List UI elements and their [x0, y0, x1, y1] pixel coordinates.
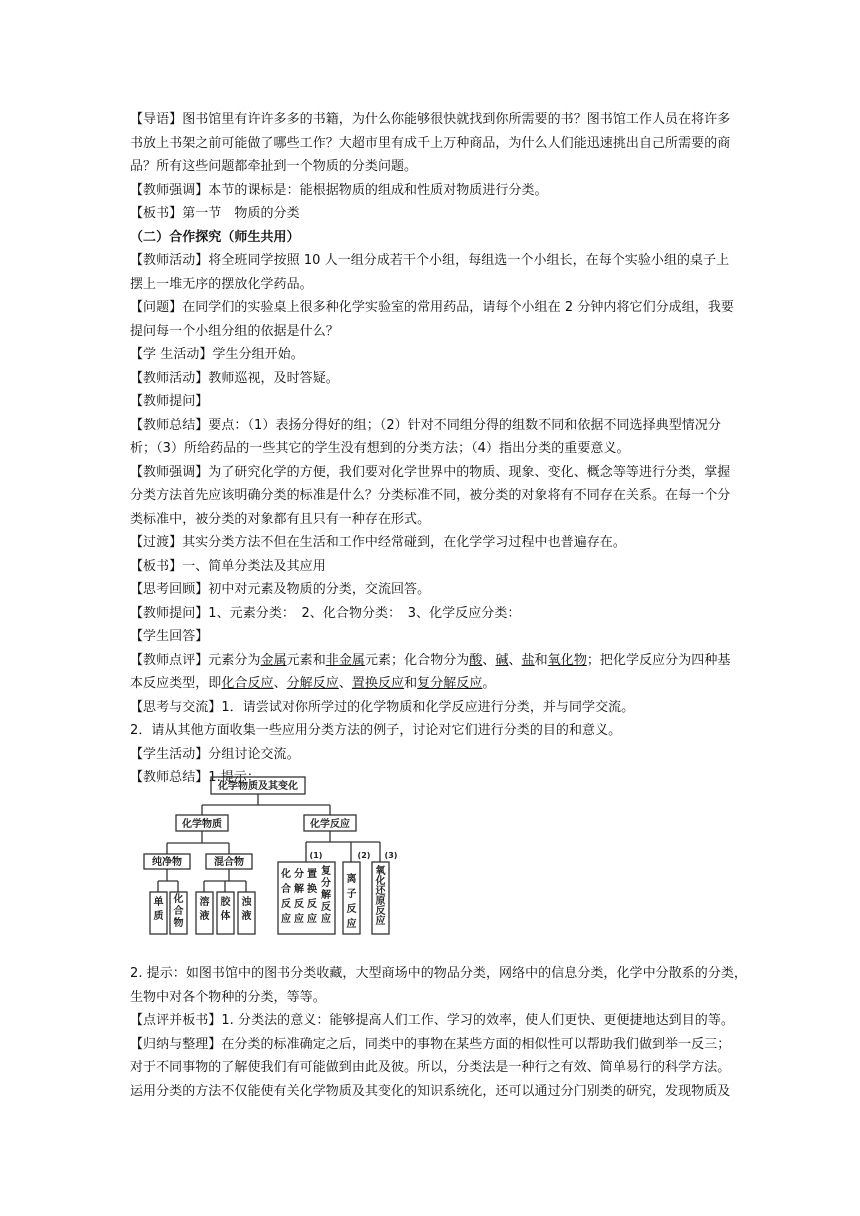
solution-label: 溶液 — [199, 897, 210, 922]
combination-label: 化合反应 — [281, 869, 291, 925]
term-double-decomposition-reaction: 复分解反应 — [417, 676, 483, 691]
think-and-exchange-1: 【思考与交流】1．请尝试对你所学过的化学物质和化学反应进行分类，并与同学交流。 — [130, 699, 635, 715]
summary-line-2: 对于不同事物的了解使我们有可能做到由此及彼。所以，分类法是一种行之有效、简单易行的科学方法。 — [130, 1060, 731, 1075]
decomposition-label: 分解反应 — [294, 869, 304, 925]
teacher-summary-hint: 【教师总结】1.提示： — [130, 770, 260, 785]
student-group-discussion: 【学生活动】分组讨论交流。 — [130, 746, 300, 762]
reaction-group-1-label: (1) — [309, 851, 323, 860]
intro-line-3: 品？所有这些问题都牵扯到一个物质的分类问题。 — [130, 159, 418, 174]
comment-text: 。 — [482, 676, 496, 691]
comment-text: 和 — [404, 676, 418, 691]
term-decomposition-reaction: 分解反应 — [286, 676, 339, 691]
blackboard-simple-classification: 【板书】一、简单分类法及其应用 — [130, 558, 326, 574]
teacher-summary-line-2: 析；（3）所给药品的一些其它的学生没有想到的分类方法；（4）指出分类的重要意义。 — [130, 441, 630, 456]
comment-text: 、 — [482, 652, 496, 668]
ionic-label: 离子反应 — [346, 874, 357, 930]
teacher-comment-line-1 — [130, 649, 740, 673]
colloid-label: 胶体 — [220, 897, 231, 922]
comment-and-board: 【点评并板书】1. 分类法的意义：能够提高人们工作、学习的效率，使人们更快、更便捷地达到目的等。 — [130, 1013, 734, 1028]
comment-text: 【教师点评】元素分为 — [130, 652, 261, 668]
comment-text: 、 — [508, 652, 522, 668]
root-label: 化学物质及其变化 — [218, 781, 298, 792]
compound-label: 化合物 — [173, 894, 184, 929]
transition: 【过渡】其实分类方法不但在生活和工作中经常碰到，在化学学习过程中也普遍存在。 — [130, 535, 626, 550]
comment-text: 本反应类型，即 — [130, 676, 222, 691]
displacement-label: 置换反应 — [307, 869, 317, 925]
elemental-label: 单质 — [153, 897, 164, 922]
student-activity: 【学 生活动】学生分组开始。 — [130, 347, 304, 362]
cooperative-inquiry-heading: （二）合作探究（师生共用） — [130, 229, 300, 245]
lesson-text-continued — [130, 962, 747, 1103]
pure-label: 纯净物 — [152, 857, 182, 868]
term-metal: 金属 — [260, 652, 287, 668]
think-and-exchange-2: 2．请从其他方面收集一些应用分类方法的例子，讨论对它们进行分类的目的和意义。 — [130, 723, 622, 738]
teacher-emphasis-standard: 【教师强调】本节的课标是：能根据物质的组成和性质对物质进行分类。 — [130, 182, 548, 198]
comment-text: 、 — [273, 676, 287, 691]
classification-diagram — [138, 774, 400, 942]
summary-line-1: 【归纳与整理】在分类的标准确定之后，同类中的事物在某些方面的相似性可以帮助我们做到举一反三； — [130, 1036, 731, 1052]
term-base: 碱 — [495, 652, 509, 668]
comment-text: 、 — [338, 676, 352, 691]
reaction-label: 化学反应 — [310, 819, 350, 830]
teacher-activity-patrol: 【教师活动】教师巡视，及时答疑。 — [130, 370, 339, 386]
hint-2-line-1: 2. 提示：如图书馆中的图书分类收藏，大型商场中的物品分类，网络中的信息分类，化学中分散系的分类， — [130, 966, 747, 981]
teacher-question-categories: 【教师提问】1、元素分类： 2、化合物分类： 3、化学反应分类： — [130, 605, 521, 621]
intro-line-1: 【导语】图书馆里有许许多多的书籍，为什么你能够很快就找到你所需要的书？图书馆工作人员在将许多 — [130, 112, 731, 127]
teacher-comment-line-2 — [130, 672, 740, 696]
term-displacement-reaction: 置换反应 — [351, 676, 405, 691]
classification-tree-svg — [138, 774, 400, 942]
comment-text: 元素和 — [286, 652, 326, 668]
teacher-activity-line-1: 【教师活动】将全班同学按照 10 人一组分成若干个小组，每组选一个小组长，在每个实验小组的桌子上 — [130, 253, 730, 268]
teacher-emphasis-line-1: 【教师强调】为了研究化学的方便，我们要对化学世界中的物质、现象、变化、概念等等进行分类，掌握 — [130, 464, 731, 480]
hint-2-line-2: 生物中对各个物种的分类，等等。 — [130, 989, 326, 1005]
term-salt: 盐 — [521, 652, 535, 668]
question-line-1: 【问题】在同学们的实验桌上很多种化学实验室的常用药品，请每个小组在 2 分钟内将它们分成组，我要 — [130, 300, 734, 315]
teacher-question: 【教师提问】 — [130, 394, 209, 409]
comment-text: 元素；化合物分为 — [364, 652, 470, 668]
summary-line-3: 运用分类的方法不仅能使有关化学物质及其变化的知识系统化，还可以通过分门别类的研究，发现物质及 — [130, 1083, 731, 1099]
blackboard-section-title: 【板书】第一节 物质的分类 — [130, 206, 300, 221]
term-nonmetal: 非金属 — [325, 652, 365, 668]
suspension-label: 浊液 — [241, 897, 252, 922]
term-combination-reaction: 化合反应 — [221, 676, 274, 691]
term-acid: 酸 — [469, 652, 483, 668]
intro-line-2: 书放上书架之前可能做了哪些工作？大超市里有成千上万种商品，为什么人们能迅速挑出自己所需要的商 — [130, 135, 731, 151]
double-decomposition-label: 复分解反应 — [321, 866, 331, 925]
teacher-summary-line-1: 【教师总结】要点：（1）表扬分得好的组；（2）针对不同组分得的组数不同和依据不同选择典型情况分 — [130, 417, 721, 433]
redox-label: 氧化还原反应 — [375, 866, 386, 927]
reaction-group-2-label: (2) — [357, 851, 371, 860]
student-answer: 【学生回答】 — [130, 629, 209, 644]
term-oxide: 氧化物 — [547, 652, 587, 668]
teacher-emphasis-line-2: 分类方法首先应该明确分类的标准是什么？分类标准不同，被分类的对象将有不同存在关系。在每一个分 — [130, 488, 731, 503]
comment-text: 和 — [534, 652, 548, 668]
review-question: 【思考回顾】初中对元素及物质的分类，交流回答。 — [130, 582, 431, 597]
comment-text: ；把化学反应分为四种基 — [586, 652, 731, 668]
teacher-emphasis-line-3: 类标准中，被分类的对象都有且只有一种存在形式。 — [130, 511, 431, 527]
substance-label: 化学物质 — [182, 819, 222, 830]
lesson-text — [130, 108, 740, 790]
reaction-group-3-label: (3) — [384, 851, 398, 860]
teacher-activity-line-2: 摆上一堆无序的摆放化学药品。 — [130, 276, 313, 292]
question-line-2: 提问每一个小组分组的依据是什么？ — [130, 323, 339, 339]
mixture-label: 混合物 — [214, 857, 244, 868]
